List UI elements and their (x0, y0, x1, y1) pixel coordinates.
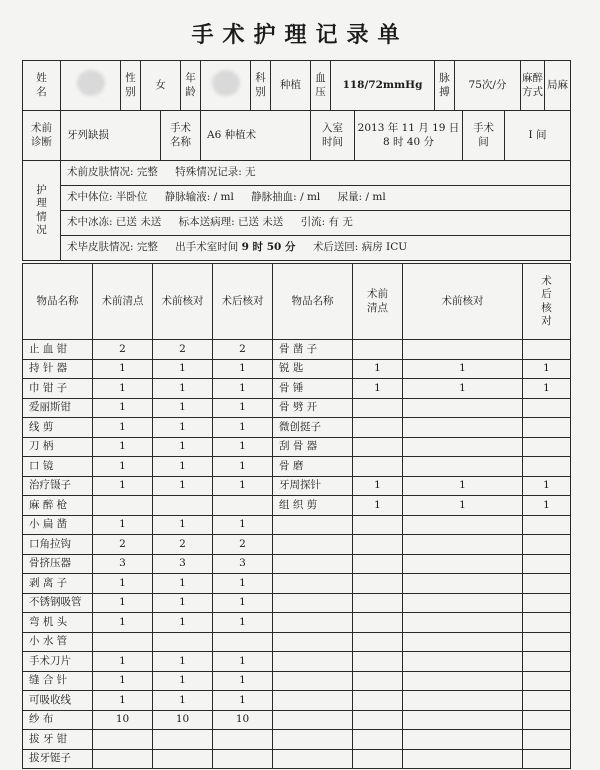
left-pre-check: 1 (153, 671, 213, 691)
left-post-check: 1 (213, 593, 273, 613)
left-item-name: 小 水 管 (23, 632, 93, 652)
left-item-name: 缝 合 针 (23, 671, 93, 691)
name-label: 姓名 (23, 61, 61, 111)
table-row (23, 613, 571, 633)
table-row (23, 340, 571, 360)
table-row (23, 476, 571, 496)
skin-pre-value: 完整 (136, 166, 158, 179)
header-pre-count: 术前清点 (93, 264, 153, 340)
left-post-check: 1 (213, 457, 273, 477)
right-post-check (523, 574, 571, 594)
right-pre-count: 1 (353, 359, 403, 379)
table-row (23, 437, 571, 457)
table-row (23, 593, 571, 613)
right-pre-count (353, 613, 403, 633)
diagnosis-label: 术前诊断 (23, 111, 61, 161)
dept-label: 科别 (251, 61, 271, 111)
right-post-check (523, 671, 571, 691)
left-pre-check: 1 (153, 398, 213, 418)
table-row (23, 730, 571, 750)
care-row-skin-post (61, 236, 571, 261)
left-pre-count: 1 (93, 359, 153, 379)
table-row (23, 749, 571, 769)
left-pre-count: 1 (93, 457, 153, 477)
right-pre-count (353, 671, 403, 691)
right-item-name (273, 691, 353, 711)
table-row (23, 359, 571, 379)
right-pre-check (403, 340, 523, 360)
right-pre-check (403, 691, 523, 711)
care-row-position (61, 186, 571, 211)
left-pre-count: 1 (93, 574, 153, 594)
left-pre-check: 1 (153, 515, 213, 535)
left-post-check: 1 (213, 398, 273, 418)
right-pre-check (403, 574, 523, 594)
left-post-check (213, 632, 273, 652)
left-item-name: 可吸收线 (23, 691, 93, 711)
patient-info-table (22, 60, 571, 111)
left-pre-count: 3 (93, 554, 153, 574)
left-item-name: 爱丽斯钳 (23, 398, 93, 418)
left-post-check: 1 (213, 359, 273, 379)
right-pre-count (353, 593, 403, 613)
right-pre-check (403, 632, 523, 652)
right-item-name (273, 613, 353, 633)
left-item-name: 刀 柄 (23, 437, 93, 457)
left-item-name: 不锈钢吸管 (23, 593, 93, 613)
right-item-name (273, 710, 353, 730)
right-pre-check (403, 457, 523, 477)
left-item-name: 纱 布 (23, 710, 93, 730)
left-pre-count (93, 730, 153, 750)
table-row (23, 632, 571, 652)
left-pre-check: 2 (153, 535, 213, 555)
header-pre-count-2: 术前清点 (353, 264, 403, 340)
right-pre-check (403, 652, 523, 672)
left-post-check: 1 (213, 574, 273, 594)
name-value-redacted (61, 61, 121, 111)
right-item-name: 组 织 剪 (273, 496, 353, 516)
right-post-check (523, 437, 571, 457)
skin-post-label: 术毕皮肤情况: (67, 241, 134, 254)
right-post-check (523, 593, 571, 613)
left-item-name: 拔 牙 钳 (23, 730, 93, 750)
specimen-value: 已送 未送 (237, 216, 284, 229)
age-value-redacted (201, 61, 251, 111)
right-item-name: 刮 骨 器 (273, 437, 353, 457)
right-post-check (523, 535, 571, 555)
left-pre-check: 1 (153, 652, 213, 672)
table-row (23, 496, 571, 516)
right-pre-count (353, 710, 403, 730)
anesthesia-label: 麻醉方式 (521, 61, 545, 111)
right-item-name (273, 574, 353, 594)
blood-label: 静脉抽血: (251, 191, 297, 204)
right-item-name (273, 515, 353, 535)
left-pre-count: 1 (93, 398, 153, 418)
right-post-check (523, 613, 571, 633)
left-pre-count (93, 632, 153, 652)
left-post-check: 1 (213, 613, 273, 633)
left-pre-count: 1 (93, 593, 153, 613)
table-row (23, 710, 571, 730)
right-post-check (523, 652, 571, 672)
left-post-check: 1 (213, 691, 273, 711)
right-pre-check (403, 730, 523, 750)
admit-time-value (355, 111, 463, 161)
gender-value: 女 (141, 61, 181, 111)
care-row-skin-pre (61, 161, 571, 186)
header-pre-check: 术前核对 (153, 264, 213, 340)
right-pre-check (403, 418, 523, 438)
left-pre-check: 1 (153, 574, 213, 594)
left-post-check: 1 (213, 476, 273, 496)
left-post-check: 3 (213, 554, 273, 574)
right-pre-check: 1 (403, 476, 523, 496)
right-post-check (523, 730, 571, 750)
left-post-check: 1 (213, 379, 273, 399)
table-row (23, 671, 571, 691)
left-pre-count: 1 (93, 613, 153, 633)
right-pre-count (353, 457, 403, 477)
specimen-label: 标本送病理: (178, 216, 235, 229)
drain-value: 有 无 (328, 216, 353, 229)
right-item-name: 锐 匙 (273, 359, 353, 379)
frozen-value: 已送 未送 (115, 216, 162, 229)
right-item-name: 骨 凿 子 (273, 340, 353, 360)
right-post-check (523, 457, 571, 477)
admit-time-label: 入室时间 (311, 111, 355, 161)
left-pre-count: 2 (93, 535, 153, 555)
left-pre-count: 1 (93, 691, 153, 711)
position-value: 半卧位 (115, 191, 148, 204)
right-pre-count (353, 554, 403, 574)
right-item-name (273, 652, 353, 672)
frozen-label: 术中冰冻: (67, 216, 113, 229)
skin-post-value: 完整 (136, 241, 158, 254)
header-pre-check-2: 术前核对 (403, 264, 523, 340)
right-post-check (523, 554, 571, 574)
right-pre-count (353, 515, 403, 535)
right-post-check (523, 418, 571, 438)
right-post-check (523, 398, 571, 418)
left-pre-count: 1 (93, 515, 153, 535)
right-pre-count: 1 (353, 379, 403, 399)
right-pre-count (353, 418, 403, 438)
right-pre-check (403, 554, 523, 574)
left-item-name: 麻 醉 枪 (23, 496, 93, 516)
left-post-check: 2 (213, 340, 273, 360)
left-pre-check: 1 (153, 379, 213, 399)
left-pre-check: 1 (153, 613, 213, 633)
left-pre-check: 2 (153, 340, 213, 360)
right-pre-check (403, 437, 523, 457)
right-item-name: 牙周探针 (273, 476, 353, 496)
right-pre-check (403, 515, 523, 535)
left-item-name: 骨挤压器 (23, 554, 93, 574)
right-pre-check (403, 613, 523, 633)
right-item-name (273, 535, 353, 555)
skin-pre-label: 术前皮肤情况: (67, 166, 134, 179)
left-pre-check (153, 730, 213, 750)
right-pre-count (353, 691, 403, 711)
exit-value: 9 时 50 分 (241, 241, 296, 254)
left-pre-count: 1 (93, 418, 153, 438)
right-post-check (523, 691, 571, 711)
header-item-name-2: 物品名称 (273, 264, 353, 340)
pulse-value: 75次/分 (455, 61, 521, 111)
left-post-check: 1 (213, 671, 273, 691)
anesthesia-value: 局麻 (545, 61, 571, 111)
left-pre-count: 2 (93, 340, 153, 360)
left-pre-check (153, 632, 213, 652)
right-item-name (273, 554, 353, 574)
left-item-name: 巾 钳 子 (23, 379, 93, 399)
exit-label: 出手术室时间 (175, 241, 239, 254)
right-post-check (523, 710, 571, 730)
left-item-name: 小 扁 凿 (23, 515, 93, 535)
table-row (23, 398, 571, 418)
header-post-check: 术后核对 (213, 264, 273, 340)
right-item-name: 骨 劈 开 (273, 398, 353, 418)
left-item-name: 弯 机 头 (23, 613, 93, 633)
left-post-check: 2 (213, 535, 273, 555)
right-pre-count (353, 535, 403, 555)
right-pre-count (353, 730, 403, 750)
surgery-name-value: A6 种植术 (201, 111, 311, 161)
right-pre-check (403, 398, 523, 418)
right-item-name (273, 593, 353, 613)
care-label: 护理情况 (23, 161, 61, 261)
left-post-check (213, 496, 273, 516)
iv-label: 静脉输液: (164, 191, 211, 204)
table-row (23, 691, 571, 711)
left-pre-check: 1 (153, 593, 213, 613)
left-post-check (213, 730, 273, 750)
left-pre-check: 1 (153, 476, 213, 496)
right-pre-count (353, 574, 403, 594)
right-item-name: 微创挺子 (273, 418, 353, 438)
position-label: 术中体位: (67, 191, 113, 204)
left-pre-count: 1 (93, 671, 153, 691)
right-pre-count: 1 (353, 476, 403, 496)
right-pre-count (353, 340, 403, 360)
right-pre-count (353, 652, 403, 672)
left-pre-check: 10 (153, 710, 213, 730)
table-row (23, 652, 571, 672)
right-pre-count: 1 (353, 496, 403, 516)
right-pre-check (403, 749, 523, 769)
right-post-check (523, 749, 571, 769)
admit-date: 2013 年 11 月 19 日 (357, 122, 460, 135)
left-item-name: 止 血 钳 (23, 340, 93, 360)
right-post-check: 1 (523, 496, 571, 516)
right-pre-count (353, 437, 403, 457)
bp-label: 血压 (311, 61, 331, 111)
dest-label: 术后送回: (312, 241, 359, 254)
left-pre-count (93, 496, 153, 516)
left-post-check (213, 749, 273, 769)
diagnosis-value: 牙列缺损 (61, 111, 161, 161)
left-pre-count (93, 749, 153, 769)
right-pre-check (403, 671, 523, 691)
gender-label: 性别 (121, 61, 141, 111)
pulse-label: 脉搏 (435, 61, 455, 111)
right-pre-check (403, 535, 523, 555)
right-item-name: 骨 锤 (273, 379, 353, 399)
dest-value: 病房 ICU (361, 241, 408, 254)
left-post-check: 1 (213, 418, 273, 438)
left-pre-check: 3 (153, 554, 213, 574)
right-pre-check: 1 (403, 496, 523, 516)
iv-value: / ml (213, 191, 234, 204)
left-post-check: 1 (213, 515, 273, 535)
left-pre-check (153, 496, 213, 516)
surgery-name-label: 手术名称 (161, 111, 201, 161)
left-item-name: 线 剪 (23, 418, 93, 438)
right-pre-check: 1 (403, 359, 523, 379)
special-value: 无 (245, 166, 256, 179)
header-post-check-2: 术后核对 (523, 264, 571, 340)
right-item-name (273, 632, 353, 652)
urine-label: 尿量: (337, 191, 363, 204)
header-item-name: 物品名称 (23, 264, 93, 340)
left-item-name: 手术刀片 (23, 652, 93, 672)
right-post-check (523, 632, 571, 652)
care-row-frozen (61, 211, 571, 236)
left-pre-check: 1 (153, 418, 213, 438)
left-pre-check: 1 (153, 437, 213, 457)
left-item-name: 剥 离 子 (23, 574, 93, 594)
table-row (23, 457, 571, 477)
right-item-name: 骨 磨 (273, 457, 353, 477)
table-row (23, 379, 571, 399)
left-pre-count: 10 (93, 710, 153, 730)
right-item-name (273, 671, 353, 691)
special-label: 特殊情况记录: (175, 166, 242, 179)
table-row (23, 418, 571, 438)
instrument-count-table (22, 263, 571, 769)
left-item-name: 治疗镊子 (23, 476, 93, 496)
left-pre-check (153, 749, 213, 769)
right-item-name (273, 749, 353, 769)
right-pre-check (403, 593, 523, 613)
dept-value: 种植 (271, 61, 311, 111)
room-value: I 间 (505, 111, 571, 161)
urine-value: / ml (365, 191, 386, 204)
right-post-check: 1 (523, 379, 571, 399)
age-label: 年龄 (181, 61, 201, 111)
right-post-check (523, 515, 571, 535)
admit-clock: 8 时 40 分 (382, 135, 435, 148)
left-pre-count: 1 (93, 437, 153, 457)
diagnosis-care-table (22, 110, 571, 261)
right-post-check: 1 (523, 476, 571, 496)
left-post-check: 1 (213, 652, 273, 672)
left-item-name: 拔牙铤子 (23, 749, 93, 769)
table-row (23, 515, 571, 535)
left-post-check: 1 (213, 437, 273, 457)
right-pre-check (403, 710, 523, 730)
left-item-name: 口 镜 (23, 457, 93, 477)
left-post-check: 10 (213, 710, 273, 730)
bp-value: 118/72mmHg (331, 61, 435, 111)
left-item-name: 持 针 器 (23, 359, 93, 379)
room-label: 手术间 (463, 111, 505, 161)
left-pre-check: 1 (153, 359, 213, 379)
right-pre-check: 1 (403, 379, 523, 399)
left-pre-count: 1 (93, 652, 153, 672)
blood-value: / ml (300, 191, 321, 204)
right-pre-count (353, 632, 403, 652)
table-row (23, 535, 571, 555)
left-pre-count: 1 (93, 476, 153, 496)
right-pre-count (353, 398, 403, 418)
left-pre-count: 1 (93, 379, 153, 399)
right-item-name (273, 730, 353, 750)
drain-label: 引流: (300, 216, 326, 229)
right-post-check: 1 (523, 359, 571, 379)
left-pre-check: 1 (153, 691, 213, 711)
table-row (23, 554, 571, 574)
left-item-name: 口角拉钩 (23, 535, 93, 555)
table-row (23, 574, 571, 594)
right-post-check (523, 340, 571, 360)
right-pre-count (353, 749, 403, 769)
left-pre-check: 1 (153, 457, 213, 477)
page-title: 手术护理记录单 (191, 22, 409, 48)
